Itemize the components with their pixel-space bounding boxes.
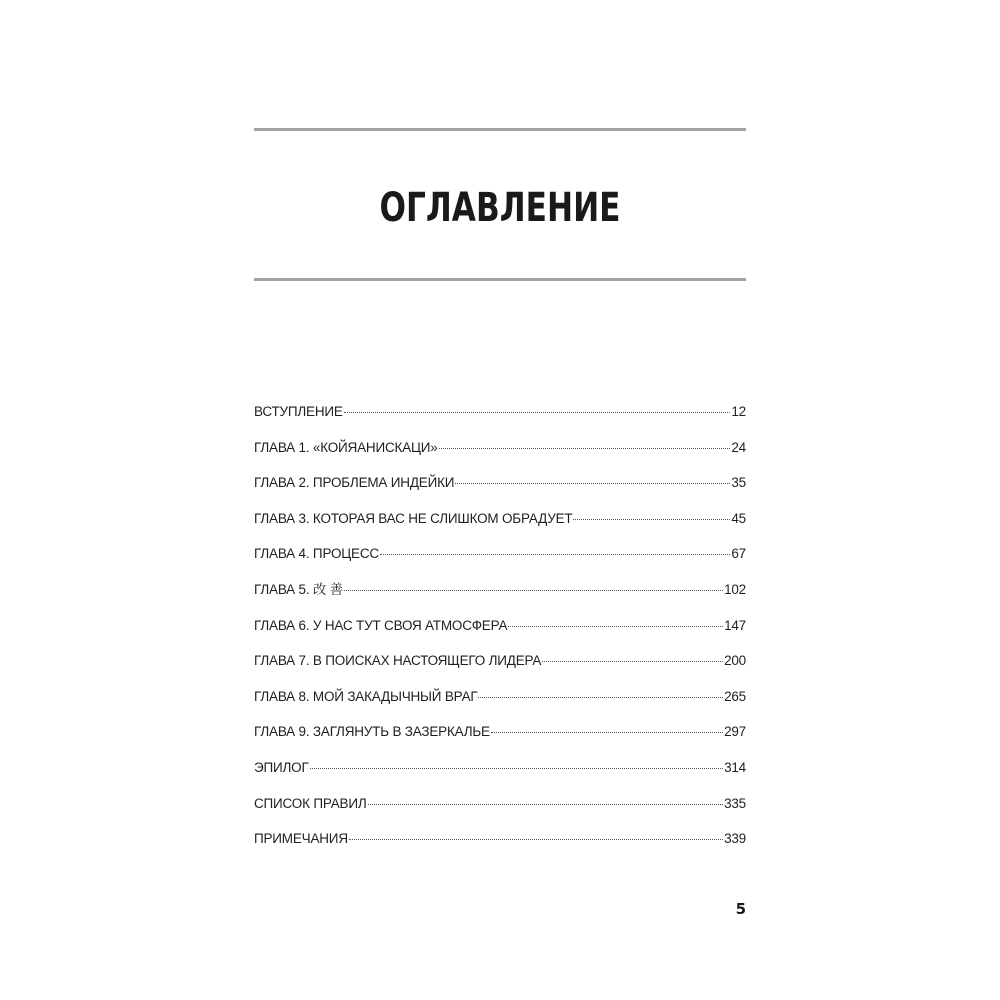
toc-entry-page: 45 xyxy=(731,510,746,526)
toc-entry xyxy=(254,758,746,794)
dot-leader xyxy=(478,697,723,698)
page-number: 5 xyxy=(735,900,746,918)
toc-entry-label: ГЛАВА 1. «КОЙЯАНИСКАЦИ» xyxy=(254,439,438,455)
dot-leader xyxy=(368,804,724,805)
top-divider xyxy=(254,128,746,131)
toc-entry-page: 12 xyxy=(731,404,746,419)
dot-leader xyxy=(439,448,731,449)
toc-entry-page: 147 xyxy=(724,617,746,633)
toc-entry-label: ЭПИЛОГ xyxy=(254,759,309,775)
dot-leader xyxy=(349,839,723,840)
toc-entry xyxy=(254,544,746,580)
dot-leader xyxy=(344,412,731,413)
toc-entry xyxy=(254,509,746,545)
dot-leader xyxy=(542,661,723,662)
toc-entry-label: ГЛАВА 7. В ПОИСКАХ НАСТОЯЩЕГО ЛИДЕРА xyxy=(254,653,542,669)
toc-entry-page: 314 xyxy=(724,759,746,775)
dot-leader xyxy=(508,626,723,627)
toc-entry-label: ГЛАВА 5. 改 善 xyxy=(254,581,344,597)
dot-leader xyxy=(380,554,730,555)
dot-leader xyxy=(491,732,723,733)
toc-entry xyxy=(254,651,746,687)
toc-entry-label: ПРИМЕЧАНИЯ xyxy=(254,831,348,847)
toc-entry xyxy=(254,829,746,865)
toc-entry xyxy=(254,616,746,652)
toc-entry-page: 335 xyxy=(724,795,746,811)
toc-entry xyxy=(254,473,746,509)
toc-entry-page: 339 xyxy=(724,831,746,847)
dot-leader xyxy=(573,519,730,520)
dot-leader xyxy=(455,483,730,484)
toc-entry xyxy=(254,722,746,758)
dot-leader xyxy=(344,590,723,591)
toc-entry-page: 102 xyxy=(724,581,746,597)
table-of-contents xyxy=(254,402,746,865)
toc-entry-page: 297 xyxy=(724,724,746,740)
toc-entry xyxy=(254,580,746,616)
toc-entry-page: 200 xyxy=(724,653,746,669)
page-title: ОГЛАВЛЕНИЕ xyxy=(379,185,621,231)
toc-entry xyxy=(254,402,746,438)
toc-entry xyxy=(254,794,746,830)
toc-entry-label: ГЛАВА 4. ПРОЦЕСС xyxy=(254,546,379,562)
toc-entry-label: СПИСОК ПРАВИЛ xyxy=(254,795,367,811)
toc-entry-page: 265 xyxy=(724,688,746,704)
toc-entry xyxy=(254,438,746,474)
toc-entry-label: ГЛАВА 3. КОТОРАЯ ВАС НЕ СЛИШКОМ ОБРАДУЕТ xyxy=(254,510,573,526)
toc-entry xyxy=(254,687,746,723)
toc-entry-page: 35 xyxy=(731,475,746,491)
toc-entry-label: ВСТУПЛЕНИЕ xyxy=(254,404,343,419)
dot-leader xyxy=(310,768,723,769)
toc-entry-label: ГЛАВА 8. МОЙ ЗАКАДЫЧНЫЙ ВРАГ xyxy=(254,688,478,704)
toc-entry-page: 24 xyxy=(731,439,746,455)
toc-entry-label: ГЛАВА 2. ПРОБЛЕМА ИНДЕЙКИ xyxy=(254,475,455,491)
toc-entry-label: ГЛАВА 9. ЗАГЛЯНУТЬ В ЗАЗЕРКАЛЬЕ xyxy=(254,724,490,740)
bottom-divider xyxy=(254,278,746,281)
toc-entry-page: 67 xyxy=(731,546,746,562)
toc-entry-label: ГЛАВА 6. У НАС ТУТ СВОЯ АТМОСФЕРА xyxy=(254,617,508,633)
